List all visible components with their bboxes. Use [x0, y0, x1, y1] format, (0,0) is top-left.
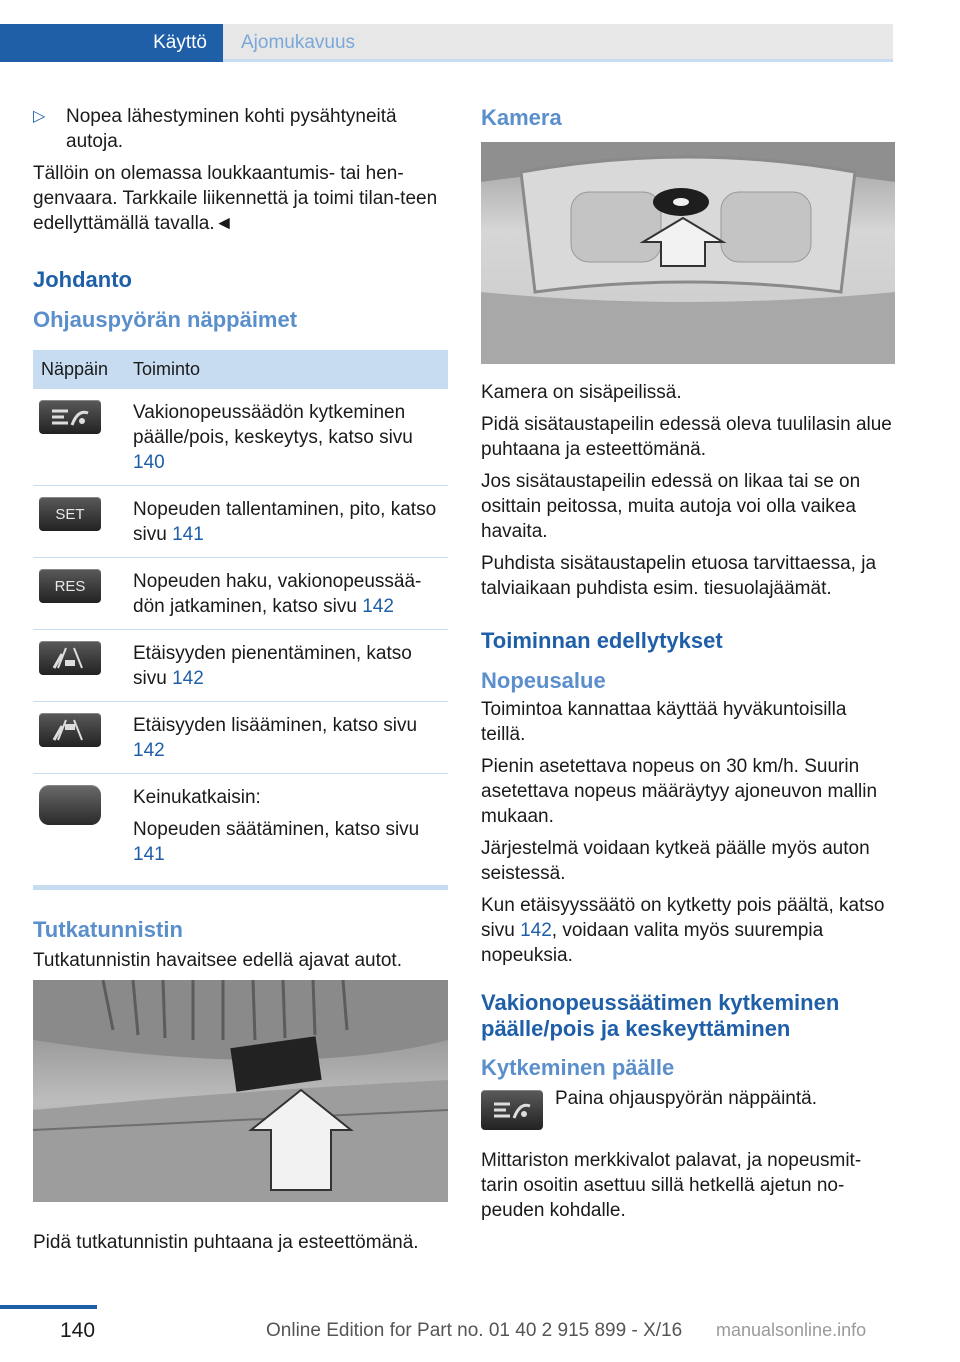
table-bottom-rule	[33, 885, 448, 890]
key-label: SET	[55, 505, 85, 523]
rocker-switch-icon	[39, 785, 101, 825]
speed-p1: Toimintoa kannattaa käyttää hyväkuntoisilla teillä.	[481, 699, 847, 745]
table-row	[33, 389, 448, 486]
speed-p3: Järjestelmä voidaan kytkeä päälle myös auton seistessä.	[481, 838, 870, 884]
col-function: Toiminto	[125, 350, 448, 389]
heading-conditions: Toiminnan edellytykset	[481, 628, 723, 653]
row-text: Etäisyyden lisääminen, katso sivu	[133, 715, 418, 736]
heading-switch: Vakionopeussäätimen kytkeminen päälle/pois ja keskeyttäminen	[481, 990, 840, 1041]
page-header	[0, 0, 893, 62]
distance-decrease-icon	[39, 641, 101, 675]
camera-p2: Pidä sisätaustapeilin edessä oleva tuulilasin alue puhtaana ja esteettömänä.	[481, 414, 892, 460]
press-button-row	[481, 1086, 895, 1132]
page-link[interactable]: 142	[172, 668, 204, 689]
table-row	[33, 630, 448, 702]
page-link[interactable]: 141	[133, 844, 165, 865]
page-link[interactable]: 140	[133, 452, 165, 473]
row-text: Nopeuden säätäminen, katso sivu	[133, 819, 420, 840]
speed-p4-b: , voidaan valita myös suurempia nopeuksia.	[481, 920, 824, 966]
bullet-text: Nopea lähestyminen kohti pysähtyneitä autoja.	[66, 106, 397, 152]
section-tab	[223, 24, 893, 62]
table-row	[33, 558, 448, 630]
heading-camera: Kamera	[481, 105, 562, 130]
heading-switch-on: Kytkeminen päälle	[481, 1055, 675, 1080]
page-link[interactable]: 142	[133, 740, 165, 761]
col-key: Näppäin	[33, 350, 125, 389]
set-key-icon	[39, 497, 101, 531]
camera-photo	[481, 142, 895, 364]
speed-p4	[481, 893, 895, 968]
section-tab-active	[0, 24, 223, 62]
heading-radar: Tutkatunnistin	[33, 917, 183, 942]
section-tab-label: Ajomukavuus	[241, 32, 356, 53]
heading-intro: Johdanto	[33, 267, 132, 292]
heading-buttons: Ohjauspyörän näppäimet	[33, 307, 298, 332]
right-column	[481, 104, 895, 1230]
page-link[interactable]: 142	[520, 920, 552, 941]
camera-p3: Jos sisätaustapeilin edessä on likaa tai se on osittain peitossa, muita autoja voi olla vaikea havaita.	[481, 471, 861, 542]
speed-p2: Pienin asetettava nopeus on 30 km/h. Suurin asetettava nopeus määräytyy ajoneuvon mallin mukaan.	[481, 756, 878, 827]
camera-p1: Kamera on sisäpeilissä.	[481, 382, 682, 403]
table-header	[33, 350, 448, 389]
row-text: Vakionopeussäädön kytkeminen päälle/pois, keskeytys, katso sivu	[133, 402, 413, 448]
row-text: Etäisyyden pienentäminen, katso sivu	[133, 643, 412, 689]
radar-sensor-photo	[33, 980, 448, 1202]
res-key-icon	[39, 569, 101, 603]
table-row	[33, 702, 448, 774]
camera-p4: Puhdista sisätaustapelin etuosa tarvittaessa, ja talviaikaan puhdista esim. tiesuolajäämät.	[481, 553, 877, 599]
table-row	[33, 486, 448, 558]
buttons-table	[33, 350, 448, 877]
cruise-control-icon	[39, 400, 101, 434]
left-column	[33, 104, 448, 1262]
row-text-a: Keinukatkaisin:	[133, 787, 261, 808]
watermark: manualsonline.info	[716, 1320, 867, 1340]
row-text: Nopeuden tallentaminen, pito, katso sivu	[133, 499, 437, 545]
bullet-triangle-icon: ▷	[33, 108, 46, 125]
cruise-control-icon	[481, 1090, 543, 1130]
row-text: Nopeuden haku, vakionopeussää-dön jatkaminen, katso sivu	[133, 571, 422, 617]
key-label: RES	[54, 577, 86, 595]
section-tab-active-label: Käyttö	[153, 32, 207, 53]
radar-caption: Pidä tutkatunnistin puhtaana ja esteettömänä.	[33, 1232, 419, 1253]
table-row	[33, 774, 448, 878]
heading-speed-range: Nopeusalue	[481, 668, 606, 693]
warning-text: Tällöin on olemassa loukkaantumis- tai hen-genvaara. Tarkkaile liikennettä ja toimi tilan-teen edellyttämällä tavalla.◄	[33, 163, 438, 234]
footer-rule	[0, 1305, 97, 1309]
page-link[interactable]: 141	[172, 524, 204, 545]
press-text: Paina ohjauspyörän näppäintä.	[555, 1088, 817, 1109]
final-paragraph: Mittariston merkkivalot palavat, ja nopeusmit-tarin osoitin asettuu sillä hetkellä ajetun no-peuden kohdalle.	[481, 1150, 862, 1221]
radar-text: Tutkatunnistin havaitsee edellä ajavat autot.	[33, 950, 402, 971]
speed-p4-a: Kun etäisyyssäätö on kytketty pois päältä, katso sivu	[481, 895, 885, 941]
page-number: 140	[60, 1319, 96, 1342]
page-link[interactable]: 142	[362, 596, 394, 617]
edition-text: Online Edition for Part no. 01 40 2 915 899 - X/16	[266, 1320, 683, 1341]
distance-increase-icon	[39, 713, 101, 747]
warning-bullet	[33, 104, 448, 154]
